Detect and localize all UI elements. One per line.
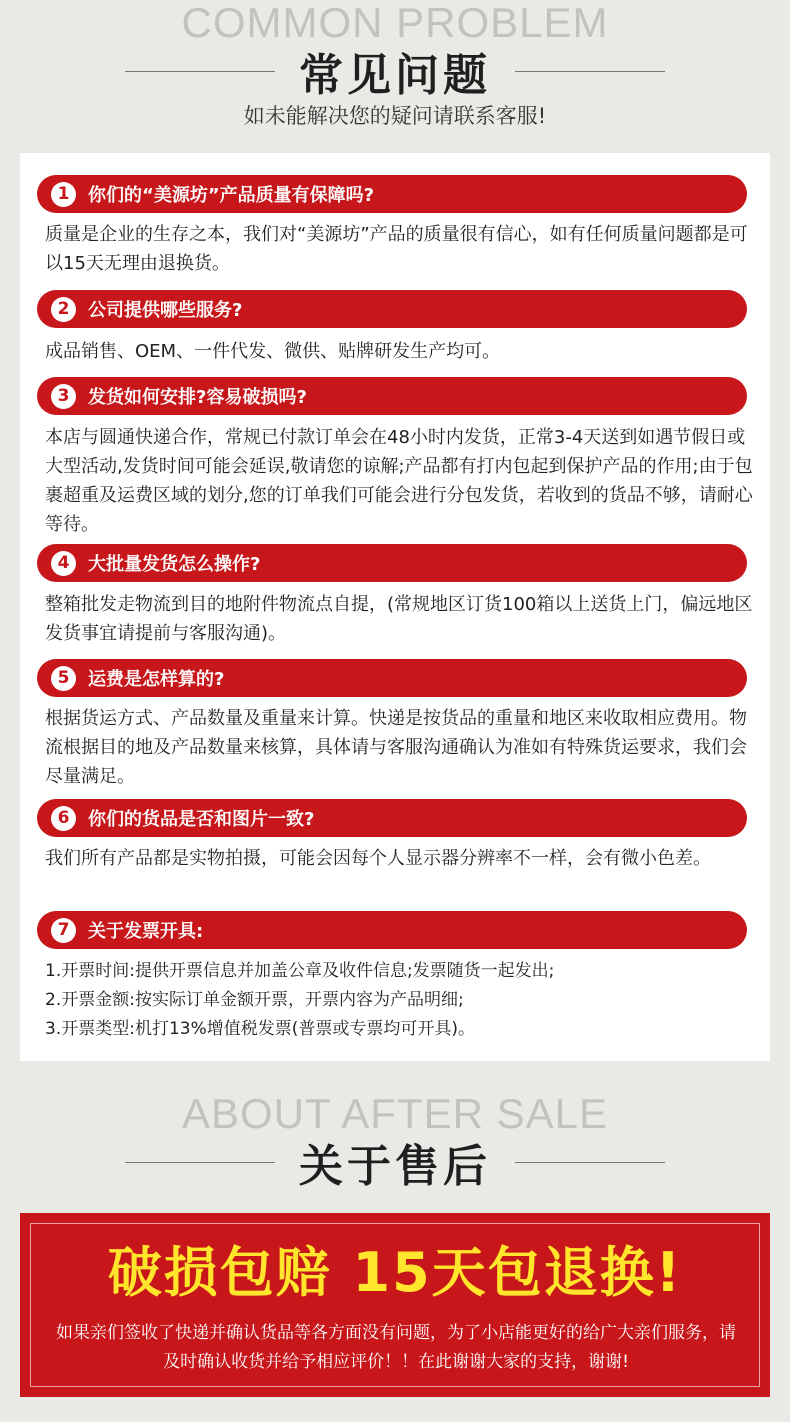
- answer-text: 根据货运方式、产品数量及重量来计算。快递是按货品的重量和地区来收取相应费用。物流根据目的地及产品数量来核算，具体请与客服沟通确认为准如有特殊货运要求，我们会尽量满足。: [45, 708, 747, 787]
- number-badge: 4: [51, 551, 76, 576]
- answer-text: 质量是企业的生存之本，我们对“美源坊”产品的质量很有信心，如有任何质量问题都是可以15天无理由退换货。: [45, 224, 748, 274]
- answer-text: 本店与圆通快递合作，常规已付款订单会在48小时内发货，正常3-4天送到如遇节假日或大型活动,发货时间可能会延误,敬请您的谅解;产品都有打内包起到保护产品的作用;由于包裹超重及运费区域的划分,您的订单我们可能会进行分包发货，若收到的货品不够，请耐心等待。: [45, 427, 753, 535]
- divider-left: [125, 71, 275, 72]
- divider-right: [515, 71, 665, 72]
- question-text: 大批量发货怎么操作?: [88, 554, 261, 575]
- question-bar: [37, 799, 747, 837]
- answer-text: 我们所有产品都是实物拍摄，可能会因每个人显示器分辨率不一样，会有微小色差。: [45, 848, 711, 869]
- after-sale-title: 关于售后: [299, 1141, 491, 1192]
- faq-title: 常见问题: [299, 50, 491, 101]
- question-text: 运费是怎样算的?: [88, 669, 225, 690]
- after-sale-title-row: [0, 1132, 790, 1192]
- after-sale-description: 如果亲们签收了快递并确认货品等各方面没有问题，为了小店能更好的给广大亲们服务，请及时确认收货并给予相应评价！！在此谢谢大家的支持，谢谢!: [56, 1323, 736, 1372]
- question-text: 你们的货品是否和图片一致?: [88, 809, 315, 830]
- question-text: 关于发票开具:: [88, 921, 204, 942]
- faq-panel: [20, 153, 770, 1061]
- question-text: 你们的“美源坊”产品质量有保障吗?: [88, 185, 375, 206]
- banner-inner-frame: [30, 1223, 760, 1387]
- number-badge: 7: [51, 918, 76, 943]
- divider-left: [125, 1162, 275, 1163]
- faq-title-row: [0, 41, 790, 101]
- number-badge: 3: [51, 384, 76, 409]
- divider-right: [515, 1162, 665, 1163]
- number-badge: 2: [51, 297, 76, 322]
- question-bar: [37, 175, 747, 213]
- question-text: 公司提供哪些服务?: [88, 300, 243, 321]
- number-badge: 1: [51, 182, 76, 207]
- question-bar: [37, 911, 747, 949]
- number-badge: 6: [51, 806, 76, 831]
- number-badge: 5: [51, 666, 76, 691]
- question-text: 发货如何安排?容易破损吗?: [88, 387, 307, 408]
- faq-subtitle: 如未能解决您的疑问请联系客服!: [243, 104, 547, 128]
- answer-text: 整箱批发走物流到目的地附件物流点自提，(常规地区订货100箱以上送货上门，偏远地区发货事宜请提前与客服沟通)。: [45, 594, 753, 644]
- question-bar: [37, 544, 747, 582]
- slogan: 破损包赔 15天包退换!: [107, 1241, 683, 1304]
- question-bar: [37, 377, 747, 415]
- faq-english-title: COMMON PROBLEM: [181, 0, 609, 46]
- answer-text: 1.开票时间:提供开票信息并加盖公章及收件信息;发票随货一起发出; 2.开票金额:按实际订单金额开票，开票内容为产品明细; 3.开票类型:机打13%增值税发票(普票或专票均可开具)。: [45, 961, 555, 1039]
- question-bar: [37, 290, 747, 328]
- after-sale-banner: [20, 1213, 770, 1397]
- question-bar: [37, 659, 747, 697]
- answer-text: 成品销售、OEM、一件代发、微供、贴牌研发生产均可。: [45, 341, 501, 362]
- after-sale-english-title: ABOUT AFTER SALE: [181, 1090, 608, 1137]
